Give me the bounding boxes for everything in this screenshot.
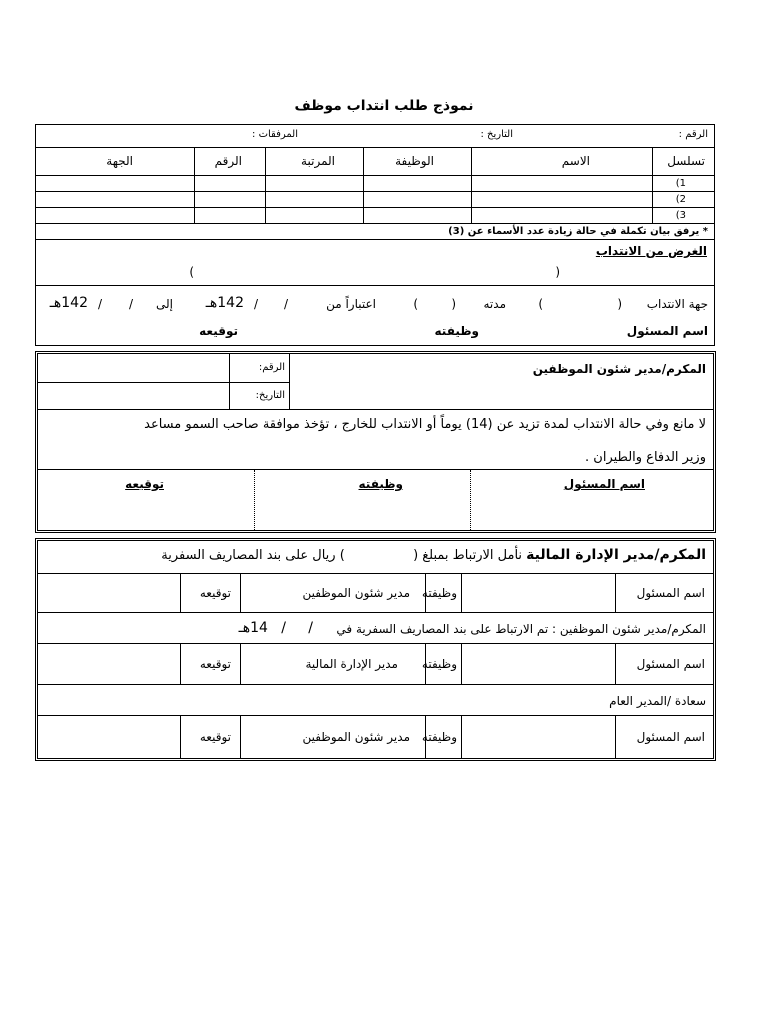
approver1-signature-label: توقيعه [199,586,231,600]
section2-date-field[interactable] [40,384,228,408]
responsible-signature-label: توقيعه [199,324,238,338]
to-date-slash-1: / [128,297,133,311]
purpose-open-paren: ( [555,265,560,279]
finance-request-line [161,547,706,563]
col-header-serial: تسلسل [667,154,705,168]
approver2-name-field[interactable] [463,645,613,683]
approver1-name-label: اسم المسئول [636,586,705,600]
section2-name-label: اسم المسئول [563,477,645,491]
approver1-job-label: وظيفته [421,586,457,600]
section2-date-label: التاريخ: [255,390,285,401]
table-row-1-name[interactable] [364,176,471,191]
date-label: التاريخ : [480,129,513,140]
duration-open-paren: ( [451,297,456,311]
assignment-close-paren: ) [538,297,543,311]
from-date-slash-1: / [283,297,288,311]
row-number-1: 1) [675,178,686,189]
col-header-department: الجهة [106,154,133,168]
table-row-3-name[interactable] [364,208,471,223]
table-row-2-name[interactable] [364,192,471,207]
approver2-job-title: مدير الإدارة المالية [305,657,398,671]
col-header-job: الوظيفة [395,154,434,168]
approver3-name-label: اسم المسئول [636,730,705,744]
note-text: * يرفق بيان تكملة في حالة زيادة عدد الأسماء عن (3) [448,226,708,237]
section2-job-label: وظيفته [358,477,403,491]
from-date-slash-2: / [253,297,258,311]
approver1-signature-field[interactable] [40,575,178,611]
attachments-field[interactable] [40,126,250,146]
row-number-2: 2) [675,194,686,205]
assignment-entity-field[interactable] [548,294,613,312]
approver2-signature-field[interactable] [40,645,178,683]
approver3-name-field[interactable] [463,717,613,757]
approver1-name-field[interactable] [463,575,613,611]
approver2-signature-label: توقيعه [199,657,231,671]
approver3-signature-label: توقيعه [199,730,231,744]
section2-signature-label: توقيعه [125,477,164,491]
gm-addressee: سعادة /المدير العام [609,694,706,708]
finance-request-suffix: ) ريال على بند المصاريف السفرية [161,548,345,563]
finance-amount-field[interactable] [330,546,390,566]
assignment-entity-label: جهة الانتداب [646,297,708,311]
col-header-name: الاسم [561,154,590,168]
section2-addressee: المكرم/مدير شئون الموظفين [532,362,706,376]
approver2-name-label: اسم المسئول [636,657,705,671]
hr-notice: المكرم/مدير شئون الموظفين : تم الارتباط على بند المصاريف السفرية في [336,622,706,636]
effective-from-label: اعتباراً من [326,297,376,311]
approver3-signature-field[interactable] [40,717,178,757]
purpose-field[interactable] [200,262,550,282]
to-date-year: 142هـ [49,295,88,311]
col-header-rank: المرتبة [301,154,335,168]
purpose-close-paren: ) [189,265,194,279]
section2-body-line2: وزير الدفاع والطيران . [585,450,706,465]
approver3-job-title: مدير شئون الموظفين [302,730,410,744]
attachments-label: المرفقات : [252,129,298,140]
section2-body-line1: لا مانع وفي حالة الانتداب لمدة تزيد عن (14) يوماً أو الانتداب للخارج ، تؤخذ موافقة صاحب السمو مساعد [144,417,706,432]
to-label: إلى [156,297,173,311]
section2-number-field[interactable] [40,356,228,381]
approver2-job-label: وظيفته [421,657,457,671]
purpose-label: الغرض من الانتداب [595,244,707,258]
col-header-number: الرقم [214,154,242,168]
number-label: الرقم : [678,129,708,140]
duration-close-paren: ) [413,297,418,311]
responsible-name-field[interactable] [480,320,625,340]
date-field[interactable] [300,126,460,146]
duration-label: مدته [483,297,506,311]
approver1-job-title: مدير شئون الموظفين [302,586,410,600]
to-date-slash-2: / [97,297,102,311]
hr-notice-date: / / 14هـ [238,620,313,636]
row-number-3: 3) [675,210,686,221]
finance-addressee: المكرم/مدير الإدارة المالية [526,547,706,563]
approver3-job-label: وظيفته [421,730,457,744]
responsible-name-label: اسم المسئول [626,324,708,338]
responsible-job-label: وظيفته [434,324,479,338]
number-field[interactable] [540,126,680,146]
from-date-year: 142هـ [205,295,244,311]
finance-request-prefix: نأمل الارتباط بمبلغ ( [413,548,523,563]
form-title: نموذج طلب انتداب موظف [294,98,474,114]
duration-field[interactable] [422,294,448,312]
assignment-open-paren: ( [617,297,622,311]
responsible-job-field[interactable] [240,320,425,340]
section2-number-label: الرقم: [258,362,285,373]
